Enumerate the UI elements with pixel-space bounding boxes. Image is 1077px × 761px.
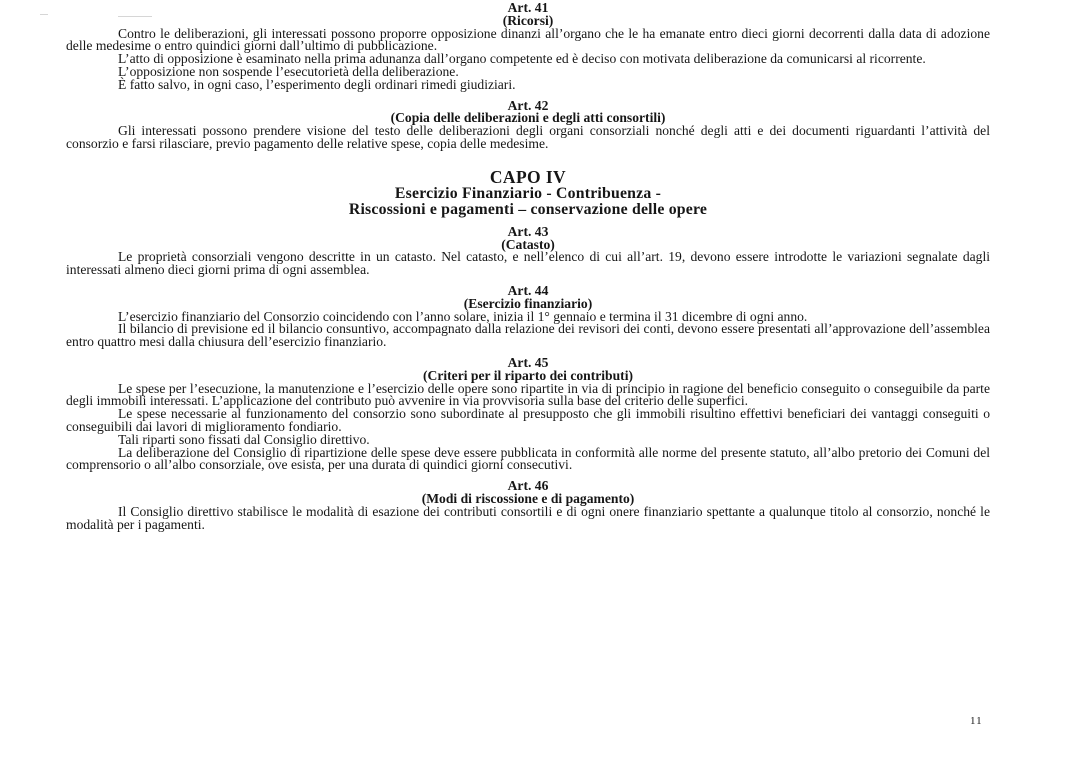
article-number: Art. 46 bbox=[507, 478, 549, 494]
article-paragraph: Le spese necessarie al funzionamento del consorzio sono subordinate al presupposto che gli immobili risultino effettivi beneficiari dei vantaggi conseguiti o conseguibili dai lavori di miglioramento fondiario. bbox=[66, 406, 990, 434]
article-paragraph: Le spese per l’esecuzione, la manutenzione e l’esercizio delle opere sono ripartite in via di principio in ragione del beneficio conseguito o conseguibile da parte degli immobili interessati. L’applicazione del contributo può avvenire in via provvisoria sulla base del criterio delle superfici. bbox=[66, 380, 990, 409]
article-heading: (Ricorsi) bbox=[502, 12, 554, 28]
article-number: Art. 45 bbox=[507, 354, 549, 370]
article-paragraph: Gli interessati possono prendere visione del testo delle deliberazioni degli organi consorziali nonché degli atti e dei documenti riguardanti l’attività del consorzio e farsi rilasciare, previo pagamento delle relative spese, copia delle medesime. bbox=[66, 123, 990, 151]
article-block bbox=[66, 2, 990, 92]
article-paragraph: L’atto di opposizione è esaminato nella prima adunanza dall’organo competente ed è deciso con motivata deliberazione da comunicarsi al ricorrente. bbox=[118, 51, 926, 67]
article-block bbox=[66, 223, 990, 278]
article-paragraph: Contro le deliberazioni, gli interessati possono proporre opposizione dinanzi all’organo che le ha emanate entro dieci giorni decorrenti dalla data di adozione delle medesime o entro quindici giorni dall’ultimo di pubblicazione. bbox=[66, 25, 990, 54]
article-block bbox=[66, 97, 990, 151]
chapter-subtitle-1: Esercizio Finanziario - Contribuenza - bbox=[394, 184, 662, 202]
article-number: Art. 41 bbox=[507, 0, 549, 15]
article-heading: (Modi di riscossione e di pagamento) bbox=[421, 490, 635, 506]
article-paragraph: Il Consiglio direttivo stabilisce le modalità di esazione dei contributi consortili e di ogni onere finanziario spettante a qualunque titolo al consorzio, nonché le modalità per i pagamenti. bbox=[66, 503, 990, 532]
article-block bbox=[66, 282, 990, 350]
article-paragraph: L’esercizio finanziario del Consorzio coincidendo con l’anno solare, inizia il 1° gennaio e termina il 31 dicembre di ogni anno. bbox=[118, 308, 808, 324]
page-number: 11 bbox=[970, 715, 983, 727]
article-number: Art. 43 bbox=[507, 223, 549, 239]
chapter-title: CAPO IV bbox=[489, 166, 567, 187]
article-paragraph: Le proprietà consorziali vengono descritte in un catasto. Nel catasto, e nell’elenco di cui all’art. 19, devono essere introdotte le variazioni segnalate dagli interessati almeno dieci giorni prima di ogni assemblea. bbox=[66, 249, 990, 278]
article-heading: (Esercizio finanziario) bbox=[463, 295, 593, 311]
article-block bbox=[66, 354, 990, 473]
chapter-heading bbox=[66, 166, 990, 218]
article-heading: (Catasto) bbox=[501, 236, 555, 252]
chapter-subtitle-2: Riscossioni e pagamenti – conservazione delle opere bbox=[348, 200, 708, 218]
article-number: Art. 42 bbox=[507, 97, 549, 113]
article-paragraph: Tali riparti sono fissati dal Consiglio direttivo. bbox=[118, 431, 370, 447]
article-paragraph: La deliberazione del Consiglio di ripartizione delle spese deve essere pubblicata in conformità alle norme del presente statuto, all’albo pretorio dei Comuni del comprensorio o all’albo consorziale, ove esista, per una durata di quindici giorni consecutivi. bbox=[66, 444, 990, 473]
article-heading: (Criteri per il riparto dei contributi) bbox=[422, 367, 634, 383]
article-paragraph: L’opposizione non sospende l’esecutorietà della deliberazione. bbox=[118, 63, 459, 79]
scan-speck bbox=[40, 14, 48, 15]
document-body bbox=[66, 2, 990, 531]
article-block bbox=[66, 480, 990, 531]
article-number: Art. 44 bbox=[507, 282, 549, 298]
articles-section-b bbox=[66, 223, 990, 532]
article-paragraph: Il bilancio di previsione ed il bilancio consuntivo, accompagnato dalla relazione dei revisori dei conti, devono essere presentati all’approvazione dell’assemblea entro quattro mesi dalla chiusura dell’esercizio finanziario. bbox=[66, 321, 990, 350]
articles-section-a bbox=[66, 2, 990, 151]
article-heading: (Copia delle deliberazioni e degli atti consortili) bbox=[390, 110, 666, 126]
article-paragraph: È fatto salvo, in ogni caso, l’esperimento degli ordinari rimedi giudiziari. bbox=[118, 76, 516, 92]
